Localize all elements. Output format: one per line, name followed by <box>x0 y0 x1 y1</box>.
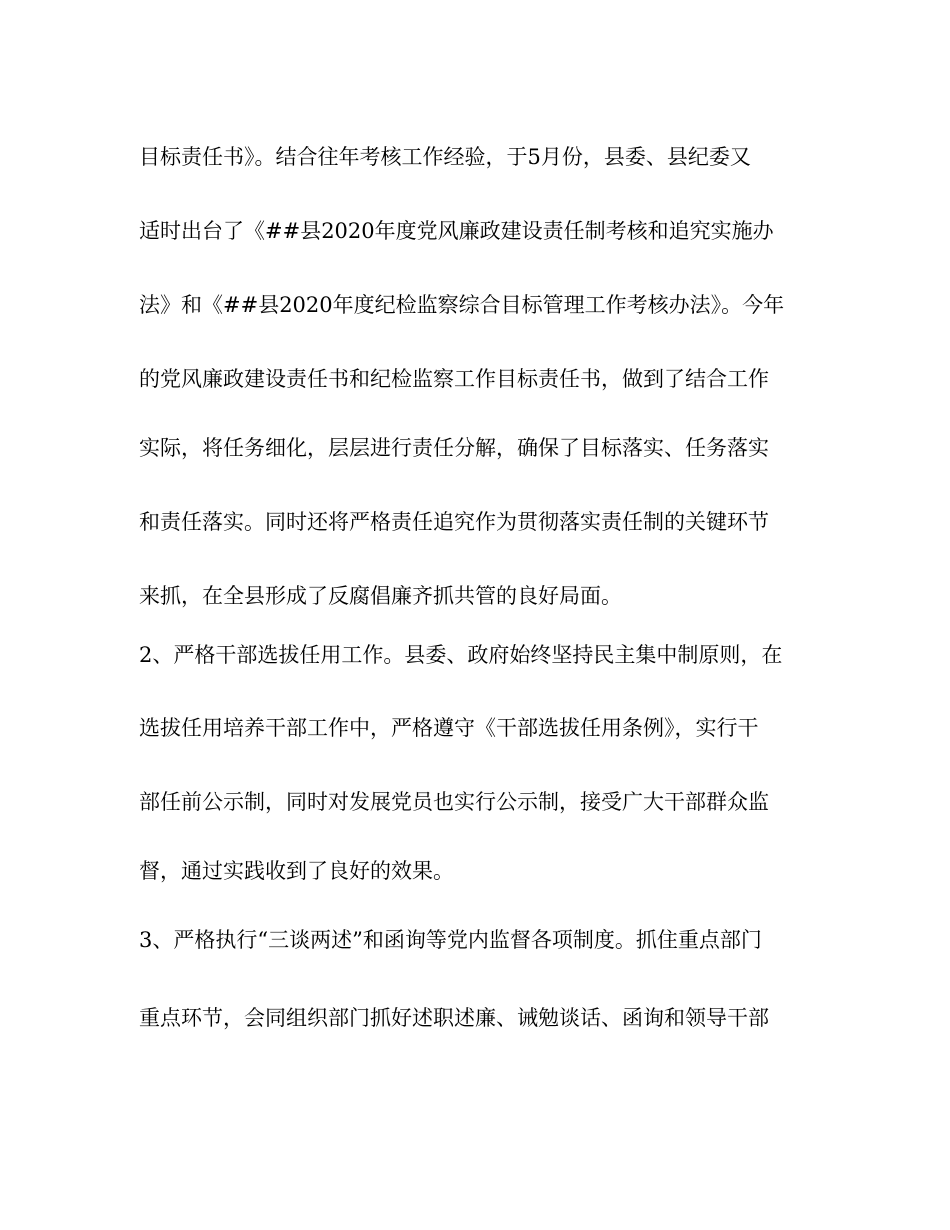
text-line: 3、严格执行“三谈两述”和函询等党内监督各项制度。抓住重点部门 <box>139 928 762 952</box>
text-line: 来抓，在全县形成了反腐倡廉齐抓共管的良好局面。 <box>139 584 622 608</box>
text-line: 重点环节，会同组织部门抓好述职述廉、诫勉谈话、函询和领导干部 <box>139 1006 769 1030</box>
text-line: 督，通过实践收到了良好的效果。 <box>139 859 454 883</box>
text-line: 的党风廉政建设责任书和纪检监察工作目标责任书，做到了结合工作 <box>139 367 769 391</box>
text-line: 2、严格干部选拔任用工作。县委、政府始终坚持民主集中制原则，在 <box>139 643 783 667</box>
text-line: 部任前公示制，同时对发展党员也实行公示制，接受广大干部群众监 <box>139 790 769 814</box>
text-line: 目标责任书》。结合往年考核工作经验，于5月份，县委、县纪委又 <box>139 145 751 169</box>
text-line: 和责任落实。同时还将严格责任追究作为贯彻落实责任制的关键环节 <box>139 510 769 534</box>
text-line: 适时出台了《##县2020年度党风廉政建设责任制考核和追究实施办 <box>139 219 774 243</box>
text-line: 选拔任用培养干部工作中，严格遵守《干部选拔任用条例》，实行干 <box>139 716 759 740</box>
text-line: 实际，将任务细化，层层进行责任分解，确保了目标落实、任务落实 <box>139 436 769 460</box>
text-line: 法》和《##县2020年度纪检监察综合目标管理工作考核办法》。今年 <box>139 293 785 317</box>
